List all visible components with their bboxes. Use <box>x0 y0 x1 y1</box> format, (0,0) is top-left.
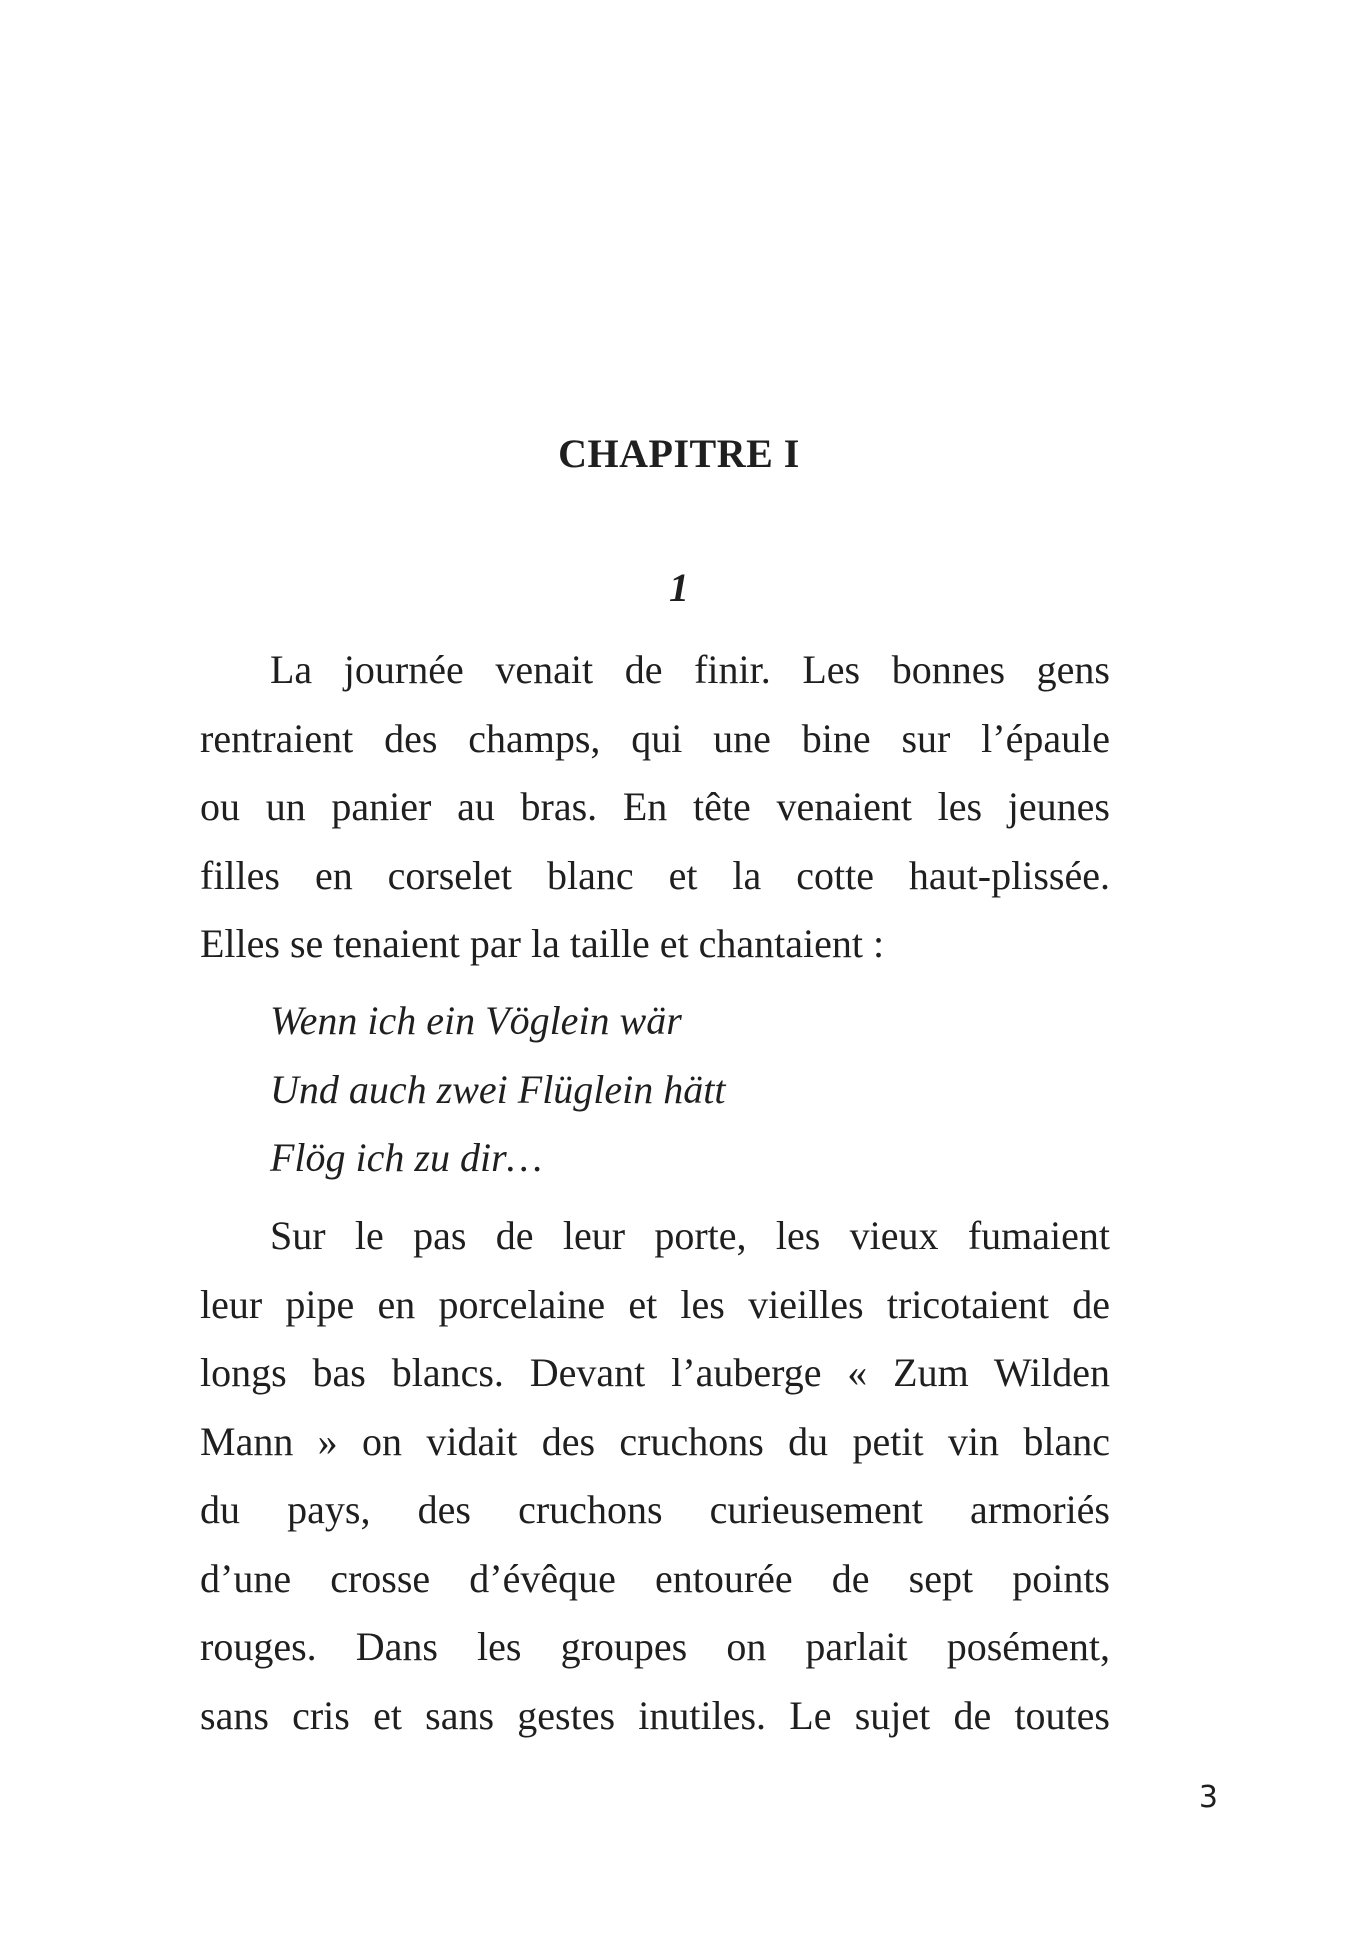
text-line: sans cris et sans gestes inutiles. Le sujet de toutes <box>200 1692 1110 1738</box>
section-number: 1 <box>669 565 689 610</box>
text-line: Mann » on vidait des cruchons du petit vin blanc <box>200 1418 1110 1464</box>
verse-line: Flög ich zu dir… <box>270 1135 543 1180</box>
chapter-title: CHAPITRE I <box>558 431 800 476</box>
paragraph-1 <box>200 636 1110 979</box>
text-line: Sur le pas de leur porte, les vieux fumaient <box>270 1213 1110 1258</box>
verse-line: Und auch zwei Flüglein hätt <box>270 1066 726 1112</box>
page-number: 3 <box>1198 1780 1218 1815</box>
paragraph-2 <box>200 1202 1110 1750</box>
verse-line: Wenn ich ein Vöglein wär <box>270 998 682 1043</box>
text-line: ou un panier au bras. En tête venaient les jeunes <box>200 784 1110 829</box>
text-line: Elles se tenaient par la taille et chantaient : <box>200 921 885 966</box>
text-line: filles en corselet blanc et la cotte haut-plissée. <box>200 852 1110 898</box>
text-line: rouges. Dans les groupes on parlait posément, <box>200 1624 1110 1669</box>
text-line: longs bas blancs. Devant l’auberge « Zum Wilden <box>200 1350 1110 1395</box>
text-line: d’une crosse d’évêque entourée de sept points <box>200 1555 1110 1601</box>
song-verse <box>270 987 726 1193</box>
text-line: rentraient des champs, qui une bine sur l’épaule <box>200 715 1110 761</box>
text-line: du pays, des cruchons curieusement armoriés <box>200 1487 1110 1532</box>
text-line: La journée venait de finir. Les bonnes gens <box>270 647 1110 692</box>
text-line: leur pipe en porcelaine et les vieilles tricotaient de <box>200 1281 1110 1327</box>
